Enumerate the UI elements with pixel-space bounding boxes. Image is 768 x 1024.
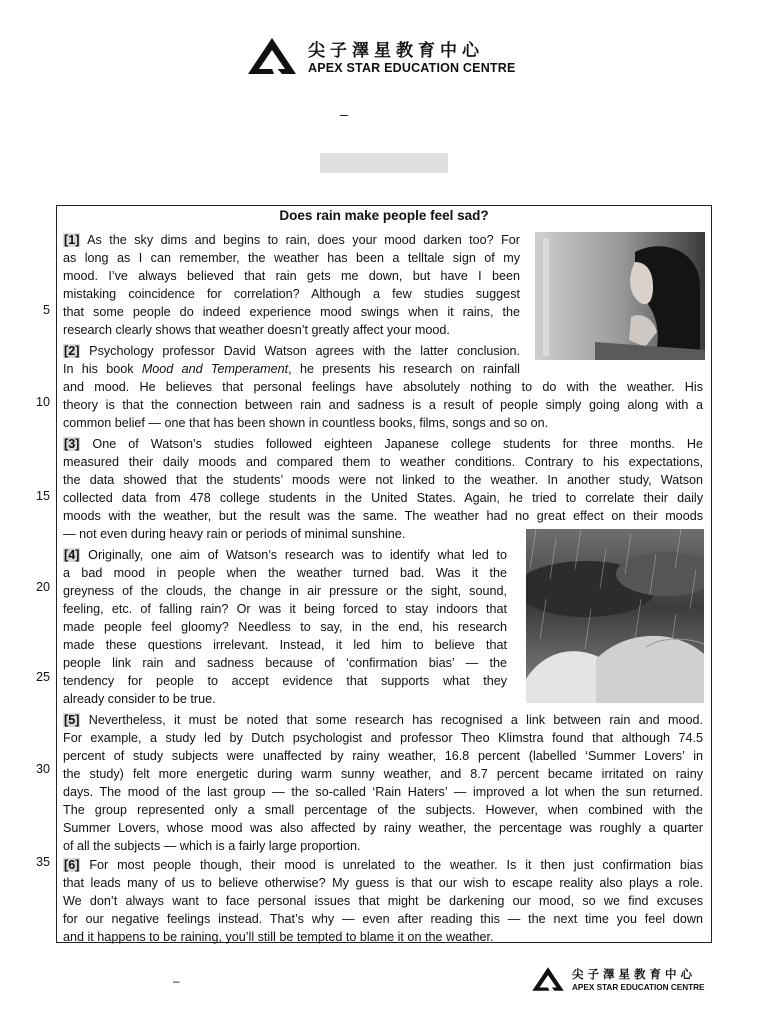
paragraph-number: [1] [64,233,80,247]
apex-logo-icon [531,964,565,994]
article-line: mood. I’ve always believed that rain gets me down, but have I been [63,269,520,283]
woman-rain-window-photo [535,232,705,360]
article-line: theory is that the connection between rain and sadness is a result of people simply going along with a [63,398,703,412]
article-frame [56,205,712,943]
footer-logo-chinese-name: 尖子澤星教育中心 [572,969,696,981]
line-number: 5 [42,303,50,317]
line-number: 35 [35,855,50,869]
paragraph-number: [5] [64,713,80,727]
logo-english-name: APEX STAR EDUCATION CENTRE [308,61,516,75]
article-line: days. The mood of the last group — the so-called ‘Rain Haters’ — improved a lot when the sun returned. [63,785,703,799]
article-line: greyness of the clouds, the change in air pressure or the sight, sound, [63,584,507,598]
article-line: [5] Nevertheless, it must be noted that some research has recognised a link between rain and mood. [64,713,703,727]
article-line: [3] One of Watson’s studies followed eighteen Japanese college students for three months. He [64,437,703,451]
article-line: a bad mood in people when the weather turned bad. Was it the [63,566,507,580]
paragraph-number: [2] [64,344,80,358]
article-line: that some people do indeed experience mood swings when it rains, the [63,305,520,319]
article-line: [6] For most people though, their mood is unrelated to the weather. Is it then just confirmation bias [64,858,703,872]
article-line: of all the subjects — which is a fairly large proportion. [63,839,361,853]
apex-logo-icon [246,36,298,76]
article-line: Summer Lovers, whose mood was also affected by rainy weather, the percentage was roughly a quarter [63,821,703,835]
article-line: In his book Mood and Temperament, he presents his research on rainfall [63,362,520,376]
article-line: [1] As the sky dims and begins to rain, does your mood darken too? For [64,233,520,247]
article-line: [2] Psychology professor David Watson agrees with the latter conclusion. [64,344,520,358]
line-number: 10 [35,395,50,409]
article-line: common belief — one that has been shown in countless books, films, songs and so on. [63,416,549,430]
rain-umbrellas-photo [526,529,704,703]
line-number: 30 [35,762,50,776]
redacted-box [320,153,448,173]
article-title: Does rain make people feel sad? [279,208,489,223]
article-line: The group represented only a small percentage of the subjects. However, when combined with the [63,803,703,817]
logo-chinese-name: 尖子澤星教育中心 [308,41,484,60]
article-line: research clearly shows that weather doesn’t greatly affect your mood. [63,323,450,337]
line-number: 20 [35,580,50,594]
header-dash: – [340,106,348,122]
article-line: We don’t always want to face personal issues that might be darkening our mood, so we find excuses [63,894,703,908]
article-line: feeling, etc. of falling rain? Or was it being forced to stay indoors that [63,602,507,616]
paragraph-number: [6] [64,858,80,872]
footer-logo [531,964,731,996]
article-line: moods with the weather, but the result was the same. The weather had no great effect on their moods [63,509,703,523]
article-line: and mood. He believes that personal feelings have absolutely nothing to do with the weather. His [63,380,703,394]
paragraph-number: [3] [64,437,80,451]
article-line: already consider to be true. [63,692,216,706]
article-line: For example, a study led by Dutch psychologist and professor Theo Klimstra found that although 74.5 [63,731,703,745]
article-line: collected data from 478 college students in the United States. Again, he tried to correlate their daily [63,491,703,505]
article-line: percent of study subjects were unaffected by rainy weather, 16.8 percent (labelled ‘Summer Lovers’ in [63,749,703,763]
line-number: 25 [35,670,50,684]
article-line: the data showed that the students’ moods were not linked to the weather. In another study, Watson [63,473,703,487]
article-line: that leads many of us to believe otherwise? My guess is that our wish to escape reality also plays a role. [63,876,703,890]
article-line: tendency for people to accept evidence that supports what they [63,674,507,688]
header-logo [246,36,536,78]
article-line: made these questions irrelevant. Instead, it led him to believe that [63,638,507,652]
paragraph-number: [4] [64,548,80,562]
article-line: people link rain and sadness because of ‘confirmation bias’ — the [63,656,507,670]
article-line: the study) felt more energetic during warm sunny weather, and 8.7 percent became irritated on rainy [63,767,703,781]
footer-dash: – [173,974,180,988]
article-line: as long as I can remember, the weather has been a telltale sign of my [63,251,520,265]
line-number: 15 [35,489,50,503]
article-line: mistaking coincidence for correlation? Although a few studies suggest [63,287,520,301]
article-line: for our negative feelings instead. That’s why — even after reading this — the next time you feel down [63,912,703,926]
footer-logo-english-name: APEX STAR EDUCATION CENTRE [572,983,705,992]
article-line: and it happens to be raining, you’ll still be tempted to blame it on the weather. [63,930,494,944]
article-line: [4] Originally, one aim of Watson’s research was to identify what led to [64,548,507,562]
article-line: — not even during heavy rain or periods of minimal sunshine. [63,527,406,541]
article-line: measured their daily moods and compared them to weather conditions. Contrary to his expectations, [63,455,703,469]
article-line: made people feel gloomy? Needless to say, in the end, his research [63,620,507,634]
